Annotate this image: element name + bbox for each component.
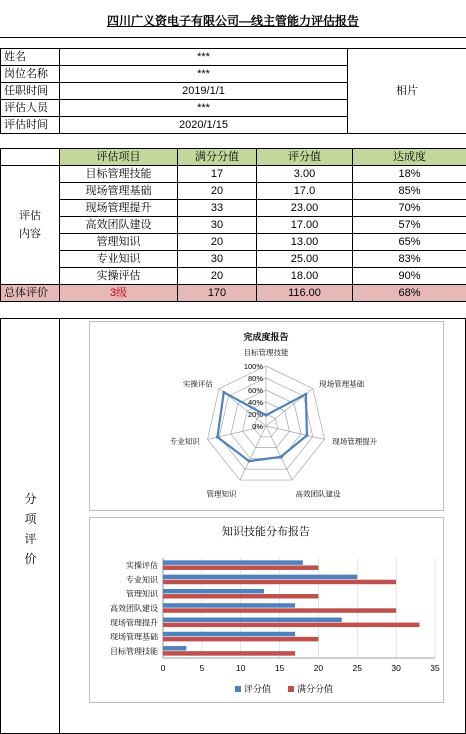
total-grade: 3级 — [60, 285, 178, 302]
table-row — [1, 234, 466, 251]
info-row-name — [1, 49, 466, 66]
total-full: 170 — [178, 285, 257, 302]
bar-title: 知识技能分布报告 — [222, 526, 310, 538]
radar-data-point — [216, 436, 219, 439]
row-rate: 18% — [353, 166, 466, 183]
row-rate: 90% — [353, 268, 466, 285]
radar-tick-label: 0% — [252, 422, 263, 431]
header-score: 评分值 — [257, 149, 353, 166]
radar-category-label: 专业知识 — [169, 437, 200, 447]
row-full: 30 — [178, 251, 257, 268]
row-score: 23.00 — [257, 200, 353, 217]
radar-chart — [89, 321, 444, 511]
bar-category-label: 现场管理基础 — [110, 632, 158, 642]
section-evaluation — [0, 318, 466, 734]
radar-spoke — [240, 426, 266, 480]
row-full: 20 — [178, 183, 257, 200]
report-title: 四川广义资电子有限公司—线主管能力评估报告 — [106, 14, 359, 28]
radar-data-point — [305, 434, 308, 437]
bar-category-label: 管理知识 — [126, 589, 158, 599]
bar-chart-svg — [90, 518, 443, 702]
bar-x-tick-label: 30 — [391, 663, 401, 673]
radar-title: 完成度报告 — [243, 332, 289, 342]
legend-swatch — [288, 686, 294, 692]
bar-mark — [163, 632, 295, 637]
radar-category-label: 管理知识 — [206, 489, 237, 499]
radar-data-point — [279, 455, 282, 458]
bar-category-label: 高效团队建设 — [110, 604, 158, 613]
bar-x-tick-label: 5 — [199, 663, 205, 673]
total-rate: 68% — [353, 285, 466, 302]
radar-data-point — [248, 460, 251, 463]
bar-x-tick-label: 35 — [430, 663, 440, 673]
bar-mark — [163, 617, 342, 622]
bar-category-label: 专业知识 — [126, 575, 158, 585]
row-rate: 57% — [353, 217, 466, 234]
score-table — [0, 148, 466, 302]
bar-chart — [89, 517, 444, 703]
bar-mark — [163, 623, 419, 628]
radar-category-label: 现场管理提升 — [332, 437, 378, 447]
table-row — [1, 200, 466, 217]
title-row — [0, 0, 466, 38]
total-label: 总体评价 — [1, 285, 60, 302]
bar-mark — [163, 608, 396, 613]
bar-mark — [163, 603, 295, 608]
total-score: 116.00 — [257, 285, 353, 302]
name-label: 姓名 — [1, 49, 60, 66]
row-rate: 85% — [353, 183, 466, 200]
info-table — [0, 48, 466, 134]
row-full: 30 — [178, 217, 257, 234]
radar-tick-label: 100% — [243, 362, 263, 371]
bar-mark — [163, 589, 264, 594]
hire-value: 2019/1/1 — [60, 83, 348, 100]
bar-category-label: 目标管理技能 — [110, 646, 158, 656]
eval-content-label — [1, 166, 60, 285]
bar-x-tick-label: 10 — [235, 663, 246, 673]
bar-x-tick-label: 25 — [352, 663, 363, 673]
section-label — [1, 319, 60, 733]
table-row — [1, 251, 466, 268]
row-rate: 70% — [353, 200, 466, 217]
bar-mark — [163, 580, 396, 585]
row-score: 18.00 — [257, 268, 353, 285]
eval-value: 2020/1/15 — [60, 117, 348, 134]
row-score: 3.00 — [257, 166, 353, 183]
row-full: 20 — [178, 268, 257, 285]
header-item: 评估项目 — [60, 149, 178, 166]
radar-category-label: 高效团队建设 — [295, 489, 341, 499]
row-full: 20 — [178, 234, 257, 251]
section-label-char: 分 — [24, 492, 37, 506]
row-full: 33 — [178, 200, 257, 217]
radar-tick-label: 20% — [247, 410, 263, 419]
bar-mark — [163, 594, 318, 599]
row-item: 现场管理基础 — [60, 183, 178, 200]
eval-label: 评估时间 — [1, 117, 60, 134]
radar-category-label: 实操评估 — [182, 379, 213, 389]
radar-spoke — [266, 426, 292, 480]
header-rate: 达成度 — [353, 149, 466, 166]
eval-content-label-1: 评估 — [19, 210, 41, 222]
row-item: 实操评估 — [60, 268, 178, 285]
bar-mark — [163, 637, 318, 642]
bar-mark — [163, 560, 303, 565]
table-row — [1, 166, 466, 183]
row-rate: 65% — [353, 234, 466, 251]
header-blank — [1, 149, 60, 166]
row-rate: 83% — [353, 251, 466, 268]
row-item: 目标管理技能 — [60, 166, 178, 183]
radar-data-point — [265, 414, 268, 417]
score-header-row — [1, 149, 466, 166]
section-label-char: 评 — [24, 532, 37, 546]
section-label-char: 项 — [24, 512, 37, 526]
table-row — [1, 268, 466, 285]
name-value: *** — [60, 49, 348, 66]
assessor-label: 评估人员 — [1, 100, 60, 117]
assessor-value: *** — [60, 100, 348, 117]
radar-category-label: 目标管理技能 — [243, 348, 289, 357]
bar-x-tick-label: 15 — [274, 663, 285, 673]
row-item: 专业知识 — [60, 251, 178, 268]
legend-label: 评分值 — [244, 684, 272, 694]
bar-mark — [163, 565, 318, 570]
row-full: 17 — [178, 166, 257, 183]
header-full: 满分分值 — [178, 149, 257, 166]
radar-chart-svg — [90, 322, 443, 510]
photo-cell: 相片 — [348, 49, 466, 134]
total-row — [1, 285, 466, 302]
bar-x-tick-label: 20 — [313, 663, 324, 673]
bar-category-label: 现场管理提升 — [110, 618, 158, 628]
position-label: 岗位名称 — [1, 66, 60, 83]
radar-tick-label: 80% — [247, 374, 263, 383]
radar-category-label: 现场管理基础 — [319, 379, 365, 389]
bar-category-label: 实操评估 — [126, 561, 158, 571]
radar-data-point — [304, 393, 307, 396]
row-item: 管理知识 — [60, 234, 178, 251]
table-row — [1, 217, 466, 234]
eval-content-label-2: 内容 — [19, 228, 41, 240]
table-row — [1, 183, 466, 200]
radar-tick-label: 40% — [247, 398, 263, 407]
row-score: 17.0 — [257, 183, 353, 200]
section-label-char: 价 — [24, 552, 37, 566]
row-score: 13.00 — [257, 234, 353, 251]
row-score: 25.00 — [257, 251, 353, 268]
bar-x-tick-label: 0 — [160, 663, 166, 673]
legend-label: 满分分值 — [297, 684, 334, 694]
bar-mark — [163, 575, 357, 580]
bar-mark — [163, 646, 186, 651]
radar-tick-label: 60% — [247, 386, 263, 395]
row-item: 高效团队建设 — [60, 217, 178, 234]
bar-mark — [163, 651, 295, 656]
row-item: 现场管理提升 — [60, 200, 178, 217]
radar-data-point — [222, 391, 225, 394]
position-value: *** — [60, 66, 348, 83]
row-score: 17.00 — [257, 217, 353, 234]
legend-swatch — [235, 686, 241, 692]
hire-label: 任职时间 — [1, 83, 60, 100]
